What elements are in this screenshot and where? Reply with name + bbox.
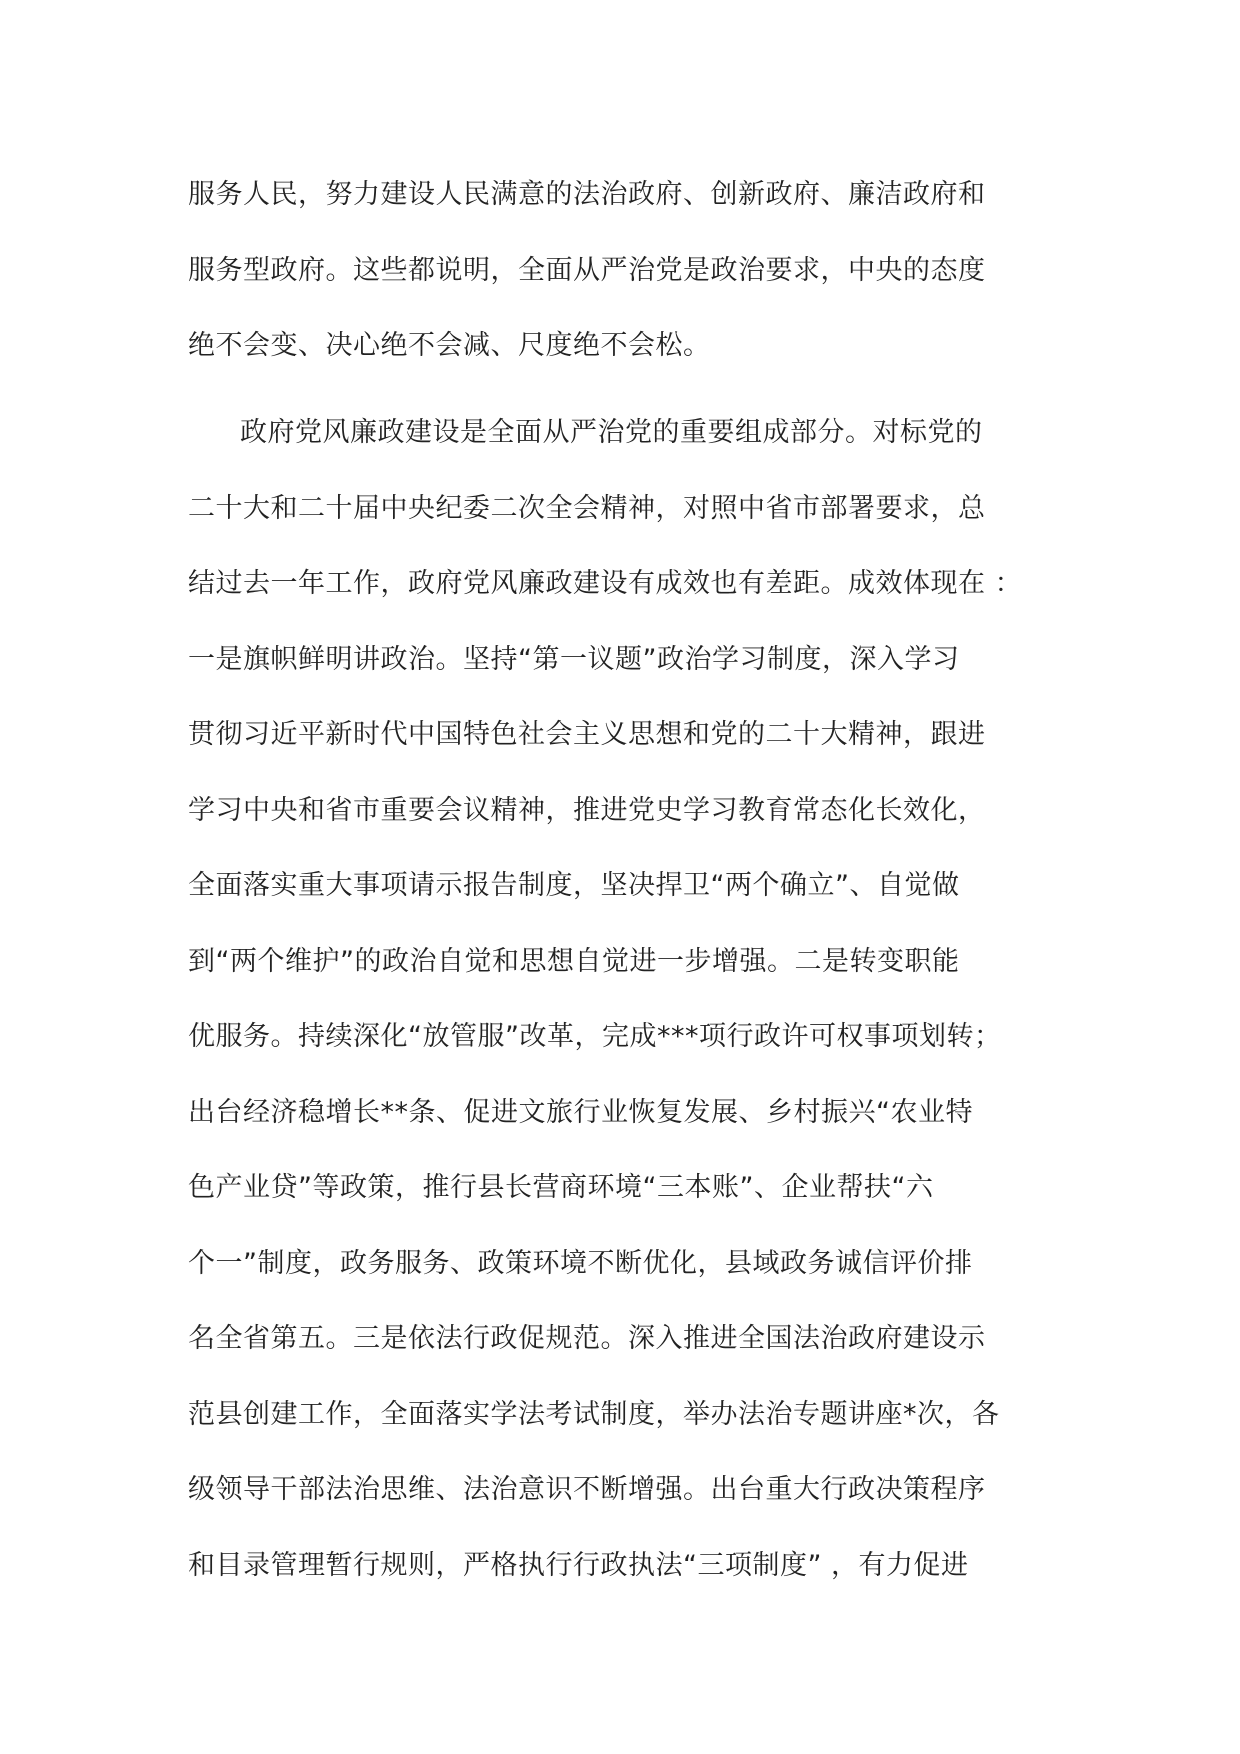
text-line: 范县创建工作，全面落实学法考试制度，举办法治专题讲座*次，各 — [188, 1398, 1000, 1430]
paragraph-2 — [188, 395, 1068, 1603]
text-line: 绝不会变、决心绝不会减、尺度绝不会松。 — [188, 330, 711, 361]
text-line: 优服务。持续深化“放管服”改革，完成***项行政许可权事项划转； — [188, 1021, 1002, 1052]
text-line: 级领导干部法治思维、法治意识不断增强。出台重大行政决策程序 — [188, 1474, 986, 1505]
text-line: 服务人民，努力建设人民满意的法治政府、创新政府、廉洁政府和 — [188, 179, 986, 210]
paragraph-1 — [188, 157, 1068, 384]
text-line: 出台经济稳增长**条、促进文旅行业恢复发展、乡村振兴“农业特 — [188, 1096, 973, 1128]
text-line: 色产业贷”等政策，推行县长营商环境“三本账”、企业帮扶“六 — [188, 1172, 934, 1203]
text-line: 服务型政府。这些都说明，全面从严治党是政治要求，中央的态度 — [188, 254, 986, 286]
text-line: 和目录管理暂行规则，严格执行行政执法“三项制度” ，有力促进 — [188, 1549, 969, 1581]
text-line: 结过去一年工作，政府党风廉政建设有成效也有差距。成效体现在 ： — [188, 568, 1023, 599]
text-line: 二十大和二十届中央纪委二次全会精神，对照中省市部署要求，总 — [188, 492, 986, 524]
text-line: 到“两个维护”的政治自觉和思想自觉进一步增强。二是转变职能 — [188, 945, 960, 977]
text-line: 一是旗帜鲜明讲政治。坚持“第一议题”政治学习制度，深入学习 — [188, 643, 960, 675]
text-line: 个一”制度，政务服务、政策环境不断优化，县域政务诚信评价排 — [188, 1247, 973, 1279]
text-line: 贯彻习近平新时代中国特色社会主义思想和党的二十大精神，跟进 — [188, 719, 986, 750]
text-line: 全面落实重大事项请示报告制度，坚决捍卫“两个确立”、自觉做 — [188, 870, 960, 901]
text-line: 政府党风廉政建设是全面从严治党的重要组成部分。对标党的 — [240, 417, 983, 448]
text-line: 学习中央和省市重要会议精神，推进党史学习教育常态化长效化， — [188, 794, 986, 826]
text-line: 名全省第五。三是依法行政促规范。深入推进全国法治政府建设示 — [188, 1323, 986, 1354]
